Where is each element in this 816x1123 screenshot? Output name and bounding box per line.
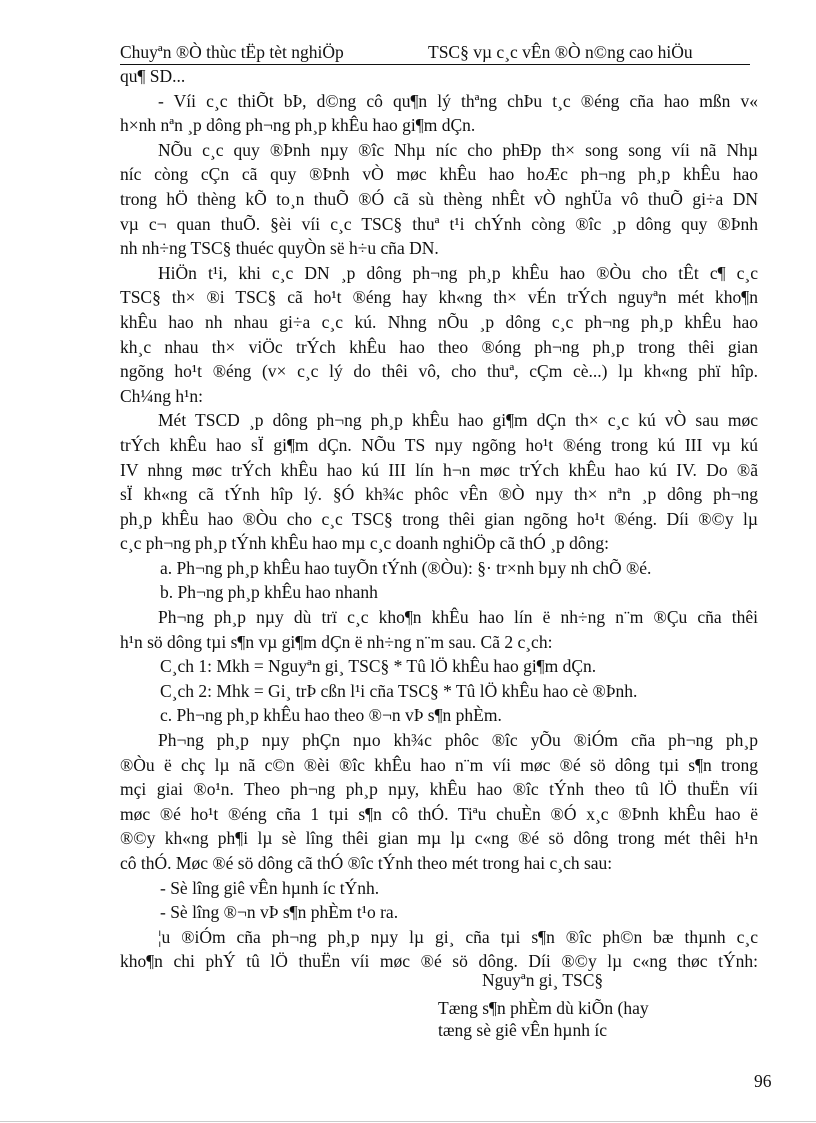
text-line: níc còng cÇn cã quy ®Þnh vÒ møc khÊu hao hoÆc ph¬ng ph¸p khÊu hao xyxy=(120,164,758,185)
text-line: HiÖn t¹i, khi c¸c DN ¸p dông ph¬ng ph¸p khÊu hao ®Òu cho tÊt c¶ c¸c xyxy=(158,262,758,283)
page-number: 96 xyxy=(754,1071,772,1091)
formula-denominator-line-1: Tæng s¶n phÈm dù kiÕn (hay xyxy=(438,998,649,1018)
running-header xyxy=(120,40,750,65)
text-line: b. Ph¬ng ph¸p khÊu hao nhanh xyxy=(160,582,378,603)
text-line: trÝch khÊu hao sÏ gi¶m dÇn. NÕu TS nµy ngõng ho¹t ®éng trong kú III vµ kú xyxy=(120,434,758,455)
text-line: TSC§ th× ®i TSC§ cã ho¹t ®éng hay kh«ng th× vÉn trÝch nguyªn mét kho¶n xyxy=(120,287,758,308)
text-line: cô thÓ. Møc ®é sö dông cã thÓ ®îc tÝnh theo mét trong hai c¸ch sau: xyxy=(120,853,613,873)
header-topic-title: TSC§ vµ c¸c vÊn ®Ò n©ng cao hiÖu xyxy=(428,42,693,62)
text-line: C¸ch 1: Mkh = Nguyªn gi¸ TSC§ * Tû lÖ khÊu hao gi¶m dÇn. xyxy=(160,656,597,677)
text-line: qu¶ SD... xyxy=(120,66,186,86)
text-line: a. Ph¬ng ph¸p khÊu hao tuyÕn tÝnh (®Òu): §· tr×nh bµy nh chÕ ®é. xyxy=(160,557,652,578)
formula-numerator: Nguyªn gi¸ TSC§ xyxy=(482,970,604,990)
text-line: Mét TSCD ¸p dông ph¬ng ph¸p khÊu hao gi¶m dÇn th× c¸c kú vÒ sau møc xyxy=(158,410,758,431)
text-line: h¹n sö dông tµi s¶n vµ gi¶m dÇn ë nh÷ng n¨m sau. Cã 2 c¸ch: xyxy=(120,631,553,652)
text-line: c. Ph¬ng ph¸p khÊu hao theo ®¬n vÞ s¶n phÈm. xyxy=(160,705,502,726)
text-line: Ph¬ng ph¸p nµy dù trï c¸c kho¶n khÊu hao lín ë nh÷ng n¨m ®Çu cña thêi xyxy=(158,607,758,628)
text-line: khÊu hao nh nhau gi÷a c¸c kú. Nhng nÕu ¸p dông c¸c ph¬ng ph¸p khÊu hao xyxy=(120,311,758,332)
text-line: sÏ kh«ng cã tÝnh hîp lý. §Ó kh¾c phôc vÊn ®Ò nµy th× nªn ¸p dông ph¬ng xyxy=(120,484,758,505)
text-line: ¦u ®iÓm cña ph¬ng ph¸p nµy lµ gi¸ cña tµi s¶n ®îc ph©n bæ thµnh c¸c xyxy=(158,926,758,947)
text-line: - Sè lîng giê vÊn hµnh íc tÝnh. xyxy=(160,877,380,898)
text-line: trong hÖ thèng kÕ to¸n thuÕ ®Ó cã sù thèng nhÊt vÒ nghÜa vô thuÕ gi÷a DN xyxy=(120,188,758,209)
text-line: C¸ch 2: Mhk = Gi¸ trÞ cßn l¹i cña TSC§ * Tû lÖ khÊu hao cè ®Þnh. xyxy=(160,680,638,701)
text-line: ®Òu ë chç lµ nã c©n ®èi ®îc khÊu hao n¨m víi møc ®é sö dông tµi s¶n trong xyxy=(120,754,758,775)
text-line: kh¸c nhau th× viÖc trÝch khÊu hao theo ®óng ph¬ng ph¸p trong thêi gian xyxy=(120,336,758,357)
page-bottom-edge xyxy=(0,1121,816,1122)
text-line: h×nh nªn ¸p dông ph¬ng ph¸p khÊu hao gi¶m dÇn. xyxy=(120,115,476,136)
text-line: møc ®é ho¹t ®éng cña 1 tµi s¶n cô thÓ. Tiªu chuÈn ®Ó x¸c ®Þnh khÊu hao ë xyxy=(120,803,758,824)
formula-denominator-line-2: tæng sè giê vÊn hµnh íc xyxy=(438,1020,608,1040)
text-line: vµ c¬ quan thuÕ. §èi víi c¸c TSC§ thuª t¹i chÝnh còng ®îc ¸p dông quy ®Þnh xyxy=(120,213,758,234)
text-line: kho¶n chi phÝ tû lÖ thuËn víi møc ®é sö dông. Díi ®©y lµ c«ng thøc tÝnh: xyxy=(120,951,758,972)
text-line: NÕu c¸c quy ®Þnh nµy ®îc Nhµ níc cho phÐp th× song song víi nã Nhµ xyxy=(158,139,758,160)
text-line: Ch¼ng h¹n: xyxy=(120,385,204,406)
body-text xyxy=(120,64,758,974)
text-line: mçi giai ®o¹n. Theo ph¬ng ph¸p nµy, khÊu hao ®îc tÝnh theo tû lÖ thuËn víi xyxy=(120,779,758,800)
text-line: ph¸p khÊu hao ®Òu cho c¸c TSC§ trong thêi gian ngõng ho¹t ®éng. Díi ®©y lµ xyxy=(120,508,758,529)
text-line: IV nhng møc trÝch khÊu hao kú III lín h¬n møc trÝch khÊu hao kú IV. Do ®ã xyxy=(120,459,758,480)
text-line: Ph¬ng ph¸p nµy phÇn nµo kh¾c phôc ®îc yÕu ®iÓm cña ph¬ng ph¸p xyxy=(158,730,758,751)
text-line: ®©y kh«ng ph¶i lµ sè lîng thêi gian mµ lµ c«ng ®é sö dông trong mét thêi h¹n xyxy=(120,828,758,849)
text-line: - Víi c¸c thiÕt bÞ, d©ng cô qu¶n lý thªng chÞu t¸c ®éng cña hao mßn v« xyxy=(158,90,758,111)
text-line: - Sè lîng ®¬n vÞ s¶n phÈm t¹o ra. xyxy=(160,902,399,923)
text-line: ngõng ho¹t ®éng (v× c¸c lý do thêi vô, cho thuª, cÇm cè...) lµ kh«ng phï hîp. xyxy=(120,361,758,382)
text-line: c¸c ph¬ng ph¸p tÝnh khÊu hao mµ c¸c doanh nghiÖp cã thÓ ¸p dông: xyxy=(120,533,609,554)
text-line: nh nh÷ng TSC§ thuéc quyÒn së h÷u cña DN. xyxy=(120,238,439,259)
header-chapter-title: Chuyªn ®Ò thùc tËp tèt nghiÖp xyxy=(120,42,344,62)
